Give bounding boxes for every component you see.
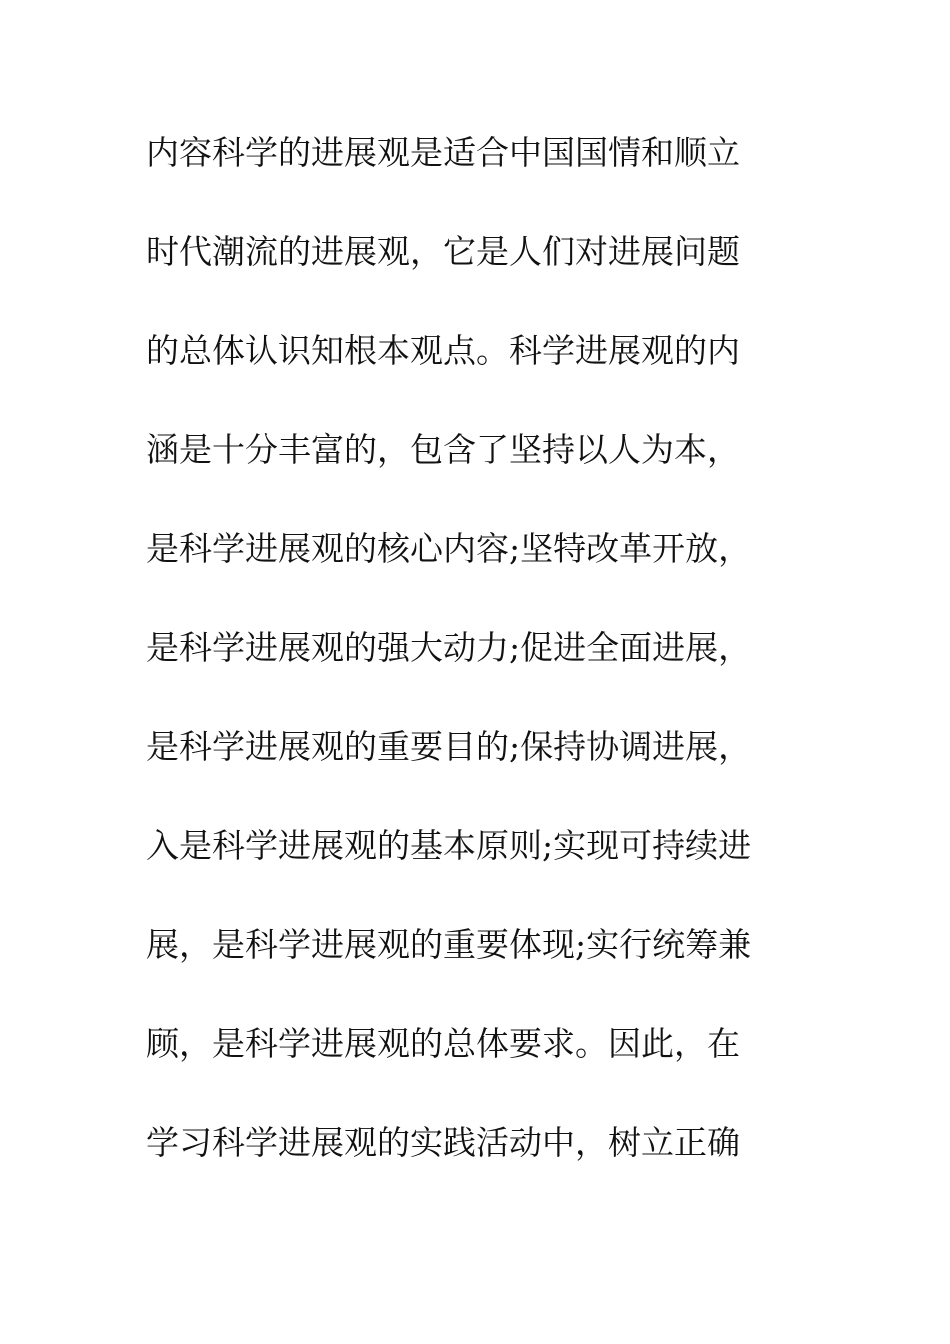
text-line: 学习科学进展观的实践活动中，树立正确	[146, 1123, 740, 1162]
text-line: 入是科学进展观的基本原则;实现可持续进	[146, 826, 752, 865]
text-line: 时代潮流的进展观，它是人们对进展问题	[146, 232, 740, 271]
text-line: 是科学进展观的强大动力;促进全面进展，	[146, 628, 752, 667]
text-line: 的总体认识知根本观点。科学进展观的内	[146, 331, 740, 370]
text-line: 展，是科学进展观的重要体现;实行统筹兼	[146, 925, 752, 964]
text-line: 顾，是科学进展观的总体要求。因此，在	[146, 1024, 740, 1063]
text-line: 是科学进展观的核心内容;坚特改革开放，	[146, 529, 752, 568]
body-paragraph	[146, 128, 846, 1217]
text-line: 是科学进展观的重要目的;保持协调进展，	[146, 727, 752, 766]
text-line: 内容科学的进展观是适合中国国情和顺立	[146, 133, 740, 172]
text-line: 涵是十分丰富的，包含了坚持以人为本，	[146, 430, 740, 469]
